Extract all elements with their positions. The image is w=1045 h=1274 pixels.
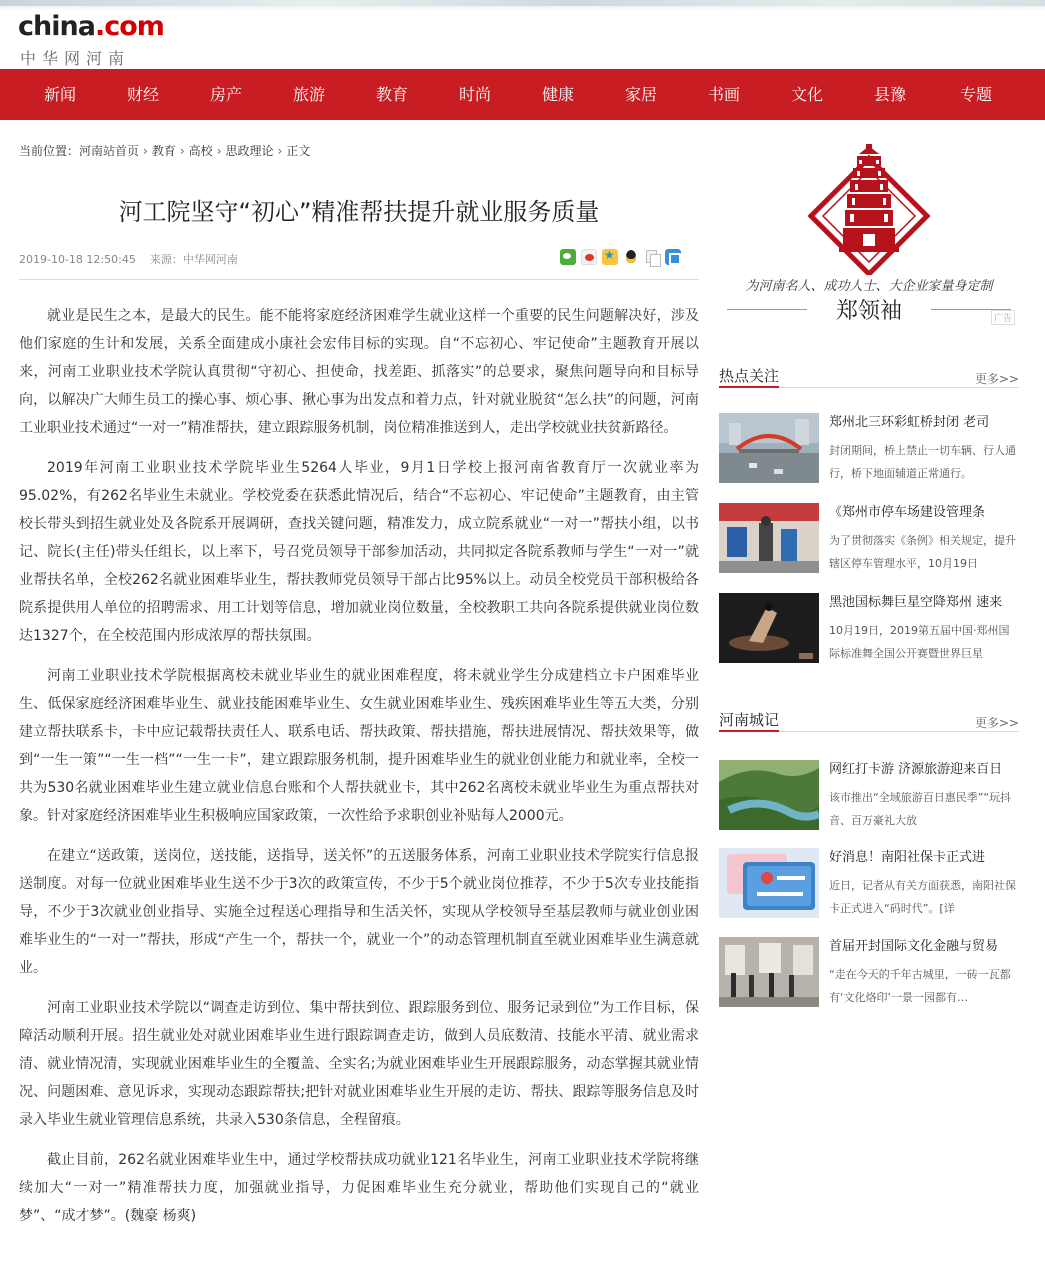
copy-icon[interactable] [644, 249, 660, 265]
nav-item-painting[interactable]: 书画 [707, 85, 740, 104]
print-icon[interactable] [665, 249, 681, 265]
news-headline[interactable]: 好消息！南阳社保卡正式进 [829, 850, 986, 865]
article-date: 2019-10-18 12:50:45 [19, 253, 136, 266]
article-paragraph: 就业是民生之本，是最大的民生。能不能将家庭经济困难学生就业这样一个重要的民生问题解决好，涉及他们家庭的生计和发展，关系全面建成小康社会宏伟目标的实现。自“不忘初心、牢记使命”主题教育开展以来，河南工业职业技术学院认真贯彻“守初心、担使命，找差距、抓落实”的总要求，聚焦问题导向和目标导向，以解决广大师生员工的操心事、烦心事、揪心事为出发点和着力点，针对就业脱贫“怎么扶”的问题，河南工业职业技术通过“一对一”精准帮扶，建立跟踪服务机制，岗位精准推送到人，走出学校就业扶贫新路径。 [19, 308, 699, 436]
nav-item-health[interactable]: 健康 [541, 85, 574, 104]
site-logo[interactable] [18, 11, 164, 68]
article-source: 来源：中华网河南 [149, 253, 238, 266]
news-summary: 近日，记者从有关方面获悉，南阳社保卡正式进入“码时代”。[详 [829, 879, 1016, 915]
article-meta [19, 251, 238, 267]
breadcrumb-item-education[interactable]: 教育 [151, 144, 176, 158]
breadcrumb-item-home[interactable]: 河南站首页 [79, 144, 140, 158]
article-paragraph: 2019年河南工业职业技术学院毕业生5264人毕业，9月1日学校上报河南省教育厅一次就业率为95.02%，有262名毕业生未就业。学校党委在获悉此情况后，结合“不忘初心、牢记使命”主题教育，由主管校长带头到招生就业处及各院系开展调研，查找关键问题，精准发力，成立院系就业“一对一”帮扶小组，以书记、院长(主任)带头任组长，以上率下，号召党员领导干部参加活动，共同拟定各院系教师与学生“一对一”就业帮扶名单，全校262名就业困难毕业生，帮扶教师党员领导干部占比95%以上。动员全校党员干部积极给各院系提供用人单位的招聘需求、用工计划等信息，增加就业岗位数量，全校教职工共向各院系提供就业岗位数达1327个，在全校范围内形成浓厚的帮扶氛围。 [19, 460, 699, 644]
news-headline[interactable]: 首届开封国际文化金融与贸易 [829, 939, 999, 954]
logo-part-com: com [104, 11, 164, 42]
ad-label: 广告 [991, 310, 1015, 325]
breadcrumb-item-current: 正文 [286, 144, 311, 158]
nav-item-culture[interactable]: 文化 [790, 85, 823, 104]
news-headline[interactable]: 黑池国标舞巨星空降郑州 速来 [829, 595, 1003, 610]
city-section-title: 河南城记 [719, 710, 779, 732]
nav-item-travel[interactable]: 旅游 [292, 85, 325, 104]
nav-item-news[interactable]: 新闻 [43, 85, 76, 104]
logo-subtitle: 中华网河南 [20, 49, 131, 68]
article-paragraph: 河南工业职业技术学院以“调查走访到位、集中帮扶到位、跟踪服务到位、服务记录到位”为工作目标，保障活动顺利开展。招生就业处对就业困难毕业生进行跟踪调查走访，做到人员底数清、技能水平清、就业需求清、就业情况清，实现就业困难毕业生的全覆盖、全实名;为就业困难毕业生开展跟踪服务，动态掌握其就业情况、问题困难、意见诉求，实现动态跟踪帮扶;把针对就业困难毕业生开展的走访、帮扶、跟踪等服务信息及时录入毕业生就业管理信息系统，共录入530条信息，全程留痕。 [19, 1000, 699, 1128]
ad-banner[interactable] [719, 140, 1019, 326]
news-thumbnail [719, 413, 819, 483]
news-thumbnail [719, 593, 819, 663]
breadcrumb-separator: › [216, 144, 222, 158]
news-thumbnail [719, 937, 819, 1007]
qq-icon[interactable] [623, 249, 639, 265]
article-body [19, 302, 699, 1242]
nav-item-realestate[interactable]: 房产 [209, 85, 242, 104]
news-thumbnail [719, 503, 819, 573]
nav-item-fashion[interactable]: 时尚 [458, 85, 491, 104]
news-thumbnail [719, 848, 819, 918]
news-summary: 10月19日，2019第五届中国·郑州国际标准舞全国公开赛暨世界巨星 [829, 624, 1010, 660]
article-paragraph: 截止目前，262名就业困难毕业生中，通过学校帮扶成功就业121名毕业生，河南工业职业技术学院将继续加大“一对一”精准帮扶力度，加强就业指导，力促困难毕业生充分就业，帮助他们实现自己的“就业梦”、“成才梦”。(魏豪 杨爽) [19, 1152, 699, 1224]
breadcrumb-item-theory[interactable]: 思政理论 [225, 144, 274, 158]
share-bar [560, 249, 686, 267]
nav-item-education[interactable]: 教育 [375, 85, 408, 104]
logo-wordmark [18, 12, 164, 42]
breadcrumb-separator: › [143, 144, 148, 158]
wechat-icon[interactable] [560, 249, 576, 265]
nav-item-home[interactable]: 家居 [624, 85, 657, 104]
hot-section-header [719, 366, 1019, 388]
main-nav [0, 69, 1045, 120]
article-paragraph: 河南工业职业技术学院根据离校未就业毕业生的就业困难程度，将未就业学生分成建档立卡户困难毕业生、低保家庭经济困难毕业生、就业技能困难毕业生、女生就业困难毕业生、残疾困难毕业生等五大类，分别建立帮扶联系卡，卡中应记载帮扶责任人、联系电话、帮扶政策、帮扶措施，帮扶进展情况、帮扶效果等，做到“一生一策”“一生一档”“一生一卡”，建立跟踪服务机制，提升困难毕业生的就业创业能力和就业率，全校一共为530名就业困难毕业生建立就业信息台账和个人帮扶就业卡，其中262名离校未就业毕业生为重点帮扶对象。针对家庭经济困难毕业生积极响应国家政策，一次性给予求职创业补贴每人2000元。 [19, 668, 699, 824]
article-title: 河工院坚守“初心”精准帮扶提升就业服务质量 [118, 198, 600, 226]
ad-slogan: 为河南名人、成功人士、大企业家量身定制 [745, 279, 993, 294]
news-summary: “走在今天的千年古城里，一砖一瓦都有‘文化烙印’一景一园都有… [829, 968, 1011, 1004]
nav-item-special[interactable]: 专题 [959, 85, 992, 104]
logo-part-china: china [18, 11, 95, 42]
hot-more-link[interactable]: 更多>> [974, 372, 1019, 386]
breadcrumb-separator: › [277, 144, 283, 158]
article-paragraph: 在建立“送政策，送岗位，送技能，送指导，送关怀”的五送服务体系，河南工业职业技术学院实行信息报送制度。对每一位就业困难毕业生送不少于3次的政策宣传，不少于5个就业岗位推荐，不少于5次专业技能指导，不少于3次就业创业指导、实施全过程送心理指导和生活关怀，实现从学校领导至基层教师与就业创业困难毕业生的“一对一”帮扶，形成“产生一个，帮扶一个，就业一个”的动态管理机制直至就业困难毕业生满意就业。 [19, 848, 699, 976]
top-banner-fade [0, 6, 1045, 10]
list-item[interactable] [719, 503, 1019, 575]
logo-part-dot: . [94, 11, 105, 42]
weibo-icon[interactable] [581, 249, 597, 265]
breadcrumb-prefix: 当前位置： [19, 144, 80, 158]
ad-brand-name: 郑领袖 [835, 299, 902, 324]
news-summary: 封闭期间，桥上禁止一切车辆、行人通行，桥下地面辅道正常通行。 [829, 444, 1016, 480]
news-headline[interactable]: 郑州北三环彩虹桥封闭 老司 [829, 415, 990, 430]
list-item[interactable] [719, 760, 1019, 832]
news-summary: 该市推出“全域旅游百日惠民季”“玩抖音、百万豪礼大放 [829, 791, 1012, 827]
breadcrumb-separator: › [179, 144, 185, 158]
city-more-link[interactable]: 更多>> [974, 716, 1019, 730]
breadcrumb [19, 142, 310, 159]
news-summary: 为了贯彻落实《条例》相关规定，提升辖区停车管理水平，10月19日 [829, 534, 1016, 570]
news-headline[interactable]: 网红打卡游 济源旅游迎来百日 [829, 762, 1003, 777]
list-item[interactable] [719, 937, 1019, 1009]
nav-item-county[interactable]: 县豫 [873, 85, 906, 104]
qzone-icon[interactable] [602, 249, 618, 265]
nav-item-finance[interactable]: 财经 [126, 85, 159, 104]
news-thumbnail [719, 760, 819, 830]
tower-logo-icon [719, 140, 1019, 275]
list-item[interactable] [719, 413, 1019, 485]
hot-section-title: 热点关注 [719, 366, 779, 388]
list-item[interactable] [719, 593, 1019, 665]
breadcrumb-item-college[interactable]: 高校 [188, 144, 213, 158]
news-headline[interactable]: 《郑州市停车场建设管理条 [829, 505, 986, 520]
list-item[interactable] [719, 848, 1019, 920]
article-divider [19, 279, 699, 280]
city-section-header [719, 710, 1019, 732]
